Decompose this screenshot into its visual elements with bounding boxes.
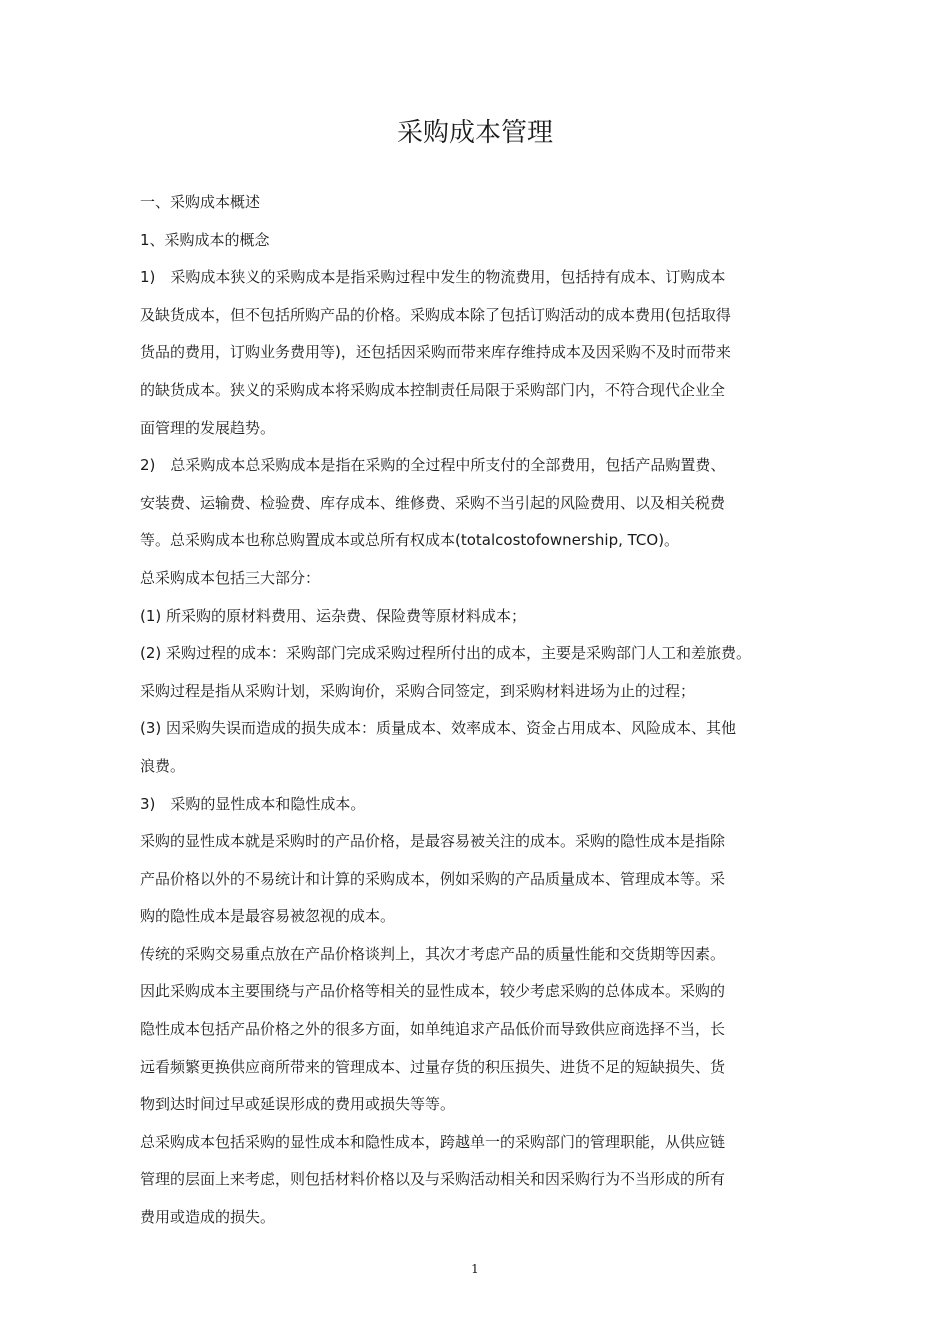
paragraph-line: 购的隐性成本是最容易被忽视的成本。 xyxy=(140,907,396,926)
paragraph-line: 传统的采购交易重点放在产品价格谈判上，其次才考虑产品的质量性能和交货期等因素。 xyxy=(140,944,726,963)
paragraph-line: 3) 采购的显性成本和隐性成本。 xyxy=(140,794,366,813)
paragraph-line: 2) 总采购成本总采购成本是指在采购的全过程中所支付的全部费用，包括产品购置费、 xyxy=(140,456,726,475)
paragraph-line: 采购的显性成本就是采购时的产品价格，是最容易被关注的成本。采购的隐性成本是指除 xyxy=(140,832,726,851)
paragraph-line: 采购过程是指从采购计划，采购询价，采购合同签定，到采购材料进场为止的过程； xyxy=(140,681,696,700)
paragraph-line: 1) 采购成本狭义的采购成本是指采购过程中发生的物流费用，包括持有成本、订购成本 xyxy=(140,268,726,287)
paragraph-line: 货品的费用，订购业务费用等)，还包括因采购而带来库存维持成本及因采购不及时而带来 xyxy=(140,343,731,362)
page-title: 采购成本管理 xyxy=(396,118,553,148)
paragraph-line: 远看频繁更换供应商所带来的管理成本、过量存货的积压损失、进货不足的短缺损失、货 xyxy=(140,1057,726,1076)
list-item: (3) 因采购失误而造成的损失成本：质量成本、效率成本、资金占用成本、风险成本、其他 xyxy=(140,719,737,738)
paragraph-line: 的缺货成本。狭义的采购成本将采购成本控制责任局限于采购部门内，不符合现代企业全 xyxy=(140,380,726,399)
paragraph-line: 总采购成本包括三大部分： xyxy=(140,568,321,587)
paragraph-line: 产品价格以外的不易统计和计算的采购成本，例如采购的产品质量成本、管理成本等。采 xyxy=(140,869,726,888)
paragraph-line: 及缺货成本，但不包括所购产品的价格。采购成本除了包括订购活动的成本费用(包括取得 xyxy=(140,305,731,324)
paragraph-line: 费用或造成的损失。 xyxy=(140,1208,276,1227)
paragraph-line: 因此采购成本主要围绕与产品价格等相关的显性成本，较少考虑采购的总体成本。采购的 xyxy=(140,982,726,1001)
paragraph-line: 物到达时间过早或延误形成的费用或损失等等。 xyxy=(140,1095,456,1114)
paragraph-line: 安装费、运输费、检验费、库存成本、维修费、采购不当引起的风险费用、以及相关税费 xyxy=(140,493,726,512)
paragraph-line: 浪费。 xyxy=(140,756,186,775)
list-item: (1) 所采购的原材料费用、运杂费、保险费等原材料成本； xyxy=(140,606,527,625)
list-item: (2) 采购过程的成本：采购部门完成采购过程所付出的成本，主要是采购部门人工和差旅费。 xyxy=(140,644,752,663)
page-number: 1 xyxy=(471,1262,479,1276)
paragraph-line: 面管理的发展趋势。 xyxy=(140,418,276,437)
paragraph-line: 管理的层面上来考虑，则包括材料价格以及与采购活动相关和因采购行为不当形成的所有 xyxy=(140,1170,726,1189)
document-body xyxy=(140,188,830,1241)
paragraph-line: 等。总采购成本也称总购置成本或总所有权成本(totalcostofownership, TCO)。 xyxy=(140,531,680,550)
section-heading: 一、采购成本概述 xyxy=(140,193,261,211)
paragraph-line: 隐性成本包括产品价格之外的很多方面，如单纯追求产品低价而导致供应商选择不当，长 xyxy=(140,1020,726,1039)
paragraph-line: 总采购成本包括采购的显性成本和隐性成本，跨越单一的采购部门的管理职能，从供应链 xyxy=(140,1132,726,1151)
subsection-heading: 1、采购成本的概念 xyxy=(140,230,270,249)
